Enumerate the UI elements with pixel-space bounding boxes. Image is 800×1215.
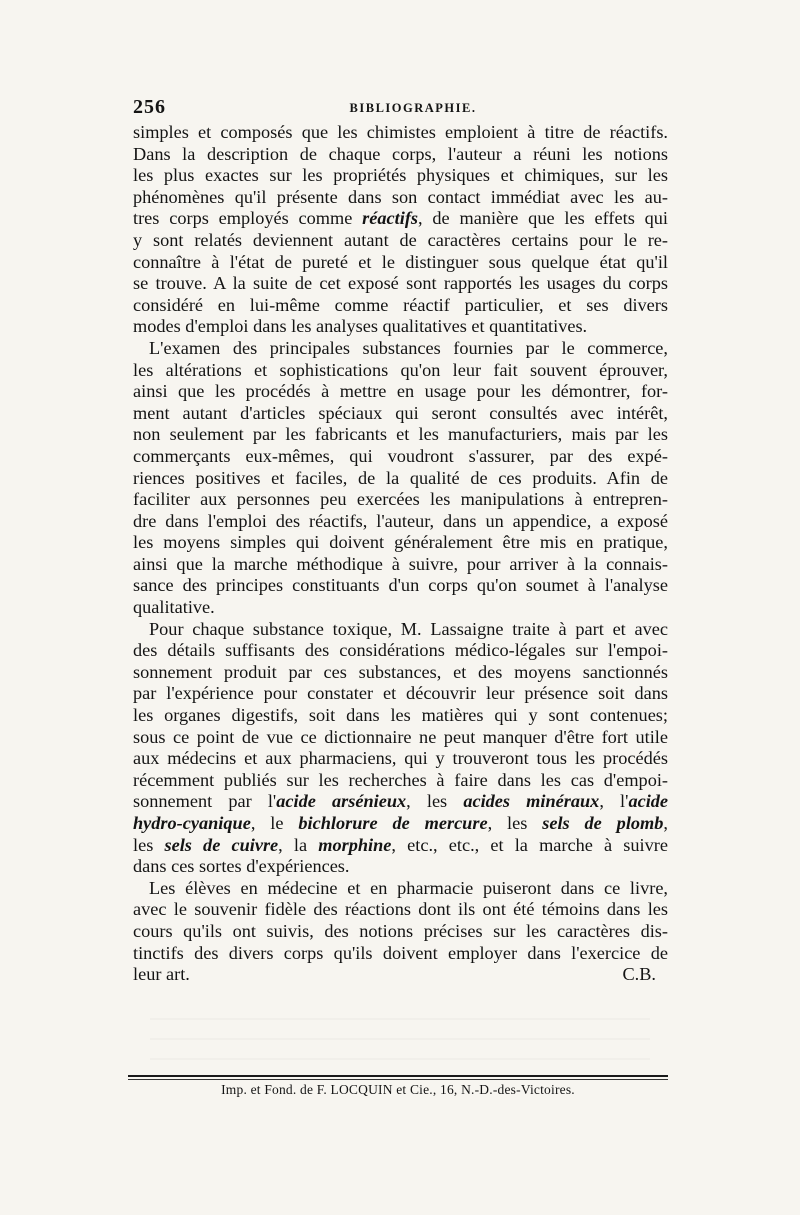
text-line: considéré en lui-même comme réactif particulier, et ses divers <box>133 294 668 315</box>
text-line: modes d'emploi dans les analyses qualitatives et quantitatives. <box>133 316 588 337</box>
text-line: les altérations et sophistications qu'on leur fait souvent éprouver, <box>133 359 668 380</box>
text-line: L'examen des principales substances fournies par le commerce, <box>149 337 668 358</box>
text-line: ainsi que la marche méthodique à suivre, pour arriver à la connais- <box>133 553 668 574</box>
text-line: sonnement produit par ces substances, et des moyens sanctionnés <box>133 661 668 682</box>
paragraph-3 <box>133 619 668 878</box>
text-line: Dans la description de chaque corps, l'auteur a réuni les notions <box>133 143 668 164</box>
text-line: sonnement par l'acide arsénieux, les acides minéraux, l'acide <box>133 791 669 812</box>
footer-rule-thin <box>128 1079 668 1080</box>
text-line: récemment publiés sur les recherches à faire dans les cas d'empoi- <box>133 769 668 790</box>
text-line: connaître à l'état de pureté et le distinguer sous quelque état qu'il <box>133 251 668 272</box>
text-line: se trouve. A la suite de cet exposé sont rapportés les usages du corps <box>133 273 668 294</box>
text-line: hydro-cyanique, le bichlorure de mercure, les sels de plomb, <box>133 813 668 833</box>
text-line: y sont relatés deviennent autant de caractères certains pour le re- <box>133 229 668 250</box>
show-through <box>150 1010 650 1060</box>
text-line: les organes digestifs, soit dans les matières qui y sont contenues; <box>133 705 668 726</box>
text-line: qualitative. <box>133 597 215 618</box>
text-line: des détails suffisants des considérations médico-légales sur l'empoi- <box>133 640 668 661</box>
footer-rule <box>128 1075 668 1077</box>
text-line: simples et composés que les chimistes emploient à titre de réactifs. <box>133 122 668 142</box>
text-line: les plus exactes sur les propriétés physiques et chimiques, sur les <box>133 165 668 186</box>
text-line: par l'expérience pour constater et découvrir leur présence soit dans <box>133 683 668 704</box>
author-initials: C.B. <box>622 964 656 985</box>
text-line: ment autant d'articles spéciaux qui seront consultés avec intérêt, <box>133 402 668 423</box>
text-line: tinctifs des divers corps qu'ils doivent employer dans l'exercice de <box>133 942 668 963</box>
signoff-line <box>133 964 668 986</box>
text-line: dans ces sortes d'expériences. <box>133 856 350 877</box>
text-line: dre dans l'emploi des réactifs, l'auteur, dans un appendice, a exposé <box>133 510 668 531</box>
body-text <box>133 122 668 986</box>
text-line: sance des principes constituants d'un corps qu'on soumet à l'analyse <box>133 575 668 596</box>
text-line: non seulement par les fabricants et les manufacturiers, mais par les <box>133 424 668 445</box>
text-line: les moyens simples qui doivent généralement être mis en pratique, <box>133 532 668 553</box>
paragraph-1 <box>133 122 668 338</box>
text-line: avec le souvenir fidèle des réactions dont ils ont été témoins dans les <box>133 899 668 920</box>
printer-imprint: Imp. et Fond. de F. LOCQUIN et Cie., 16, N.-D.-des-Victoires. <box>221 1082 575 1097</box>
text-line: commerçants eux-mêmes, qui voudront s'assurer, par des expé- <box>133 445 668 466</box>
text-line: Pour chaque substance toxique, M. Lassaigne traite à part et avec <box>149 618 668 639</box>
text-line: faciliter aux personnes peu exercées les manipulations à entrepren- <box>133 489 668 510</box>
text-line: aux médecins et aux pharmaciens, qui y trouveront tous les procédés <box>133 748 668 769</box>
text-line: phénomènes qu'il présente dans son contact immédiat avec les au- <box>133 186 668 207</box>
text-line: leur art. <box>133 964 190 985</box>
text-line: ainsi que les procédés à mettre en usage pour les démontrer, for- <box>133 381 668 402</box>
page-number: 256 <box>133 96 166 118</box>
paragraph-2 <box>133 338 668 619</box>
page-header <box>133 96 668 120</box>
text-line: Les élèves en médecine et en pharmacie puiseront dans ce livre, <box>149 877 668 898</box>
running-head: BIBLIOGRAPHIE. <box>349 101 477 115</box>
paragraph-4 <box>133 878 668 986</box>
text-line: sous ce point de vue ce dictionnaire ne peut manquer d'être fort utile <box>133 726 668 747</box>
text-line: les sels de cuivre, la morphine, etc., etc., et la marche à suivre <box>133 834 668 855</box>
text-line: riences positives et faciles, de la qualité de ces produits. Afin de <box>133 467 668 488</box>
text-line: tres corps employés comme réactifs, de manière que les effets qui <box>133 208 668 229</box>
text-line: cours qu'ils ont suivis, des notions précises sur les caractères dis- <box>133 920 668 941</box>
